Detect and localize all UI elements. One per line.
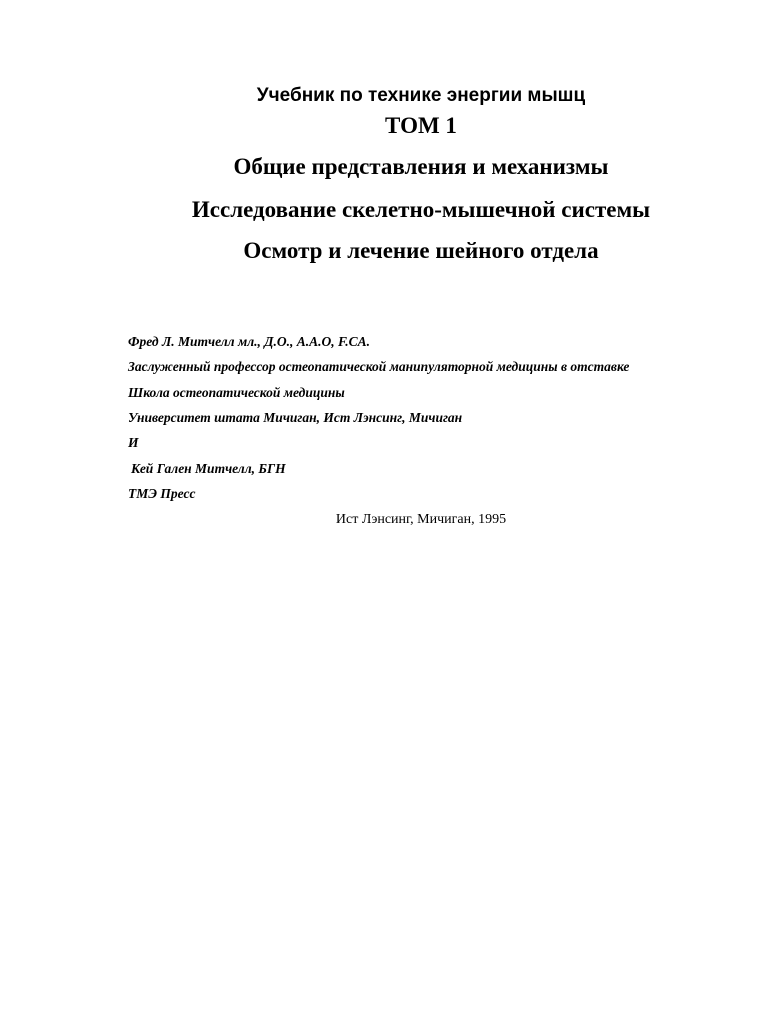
author-conjunction: И (128, 435, 139, 450)
author-1-university: Университет штата Мичиган, Ист Лэнсинг, Мичиган (128, 410, 463, 425)
volume-heading-1: Общие представления и механизмы (233, 154, 609, 179)
volume-heading-3: Осмотр и лечение шейного отдела (243, 238, 599, 263)
author-1-name: Фред Л. Митчелл мл., Д.О., А.А.О, F.CA. (128, 334, 371, 349)
publisher-name: ТМЭ Пресс (128, 486, 196, 501)
volume-title: ТОМ 1 (385, 113, 457, 138)
book-subtitle: Учебник по технике энергии мышц (256, 85, 586, 106)
author-1-title: Заслуженный профессор остеопатической манипуляторной медицины в отставке (128, 359, 630, 374)
volume-heading-2: Исследование скелетно-мышечной системы (191, 197, 651, 222)
publication-place-year: Ист Лэнсинг, Мичиган, 1995 (335, 512, 507, 527)
author-2-name: Кей Гален Митчелл, БГН (131, 461, 286, 476)
author-1-school: Школа остеопатической медицины (128, 385, 345, 400)
